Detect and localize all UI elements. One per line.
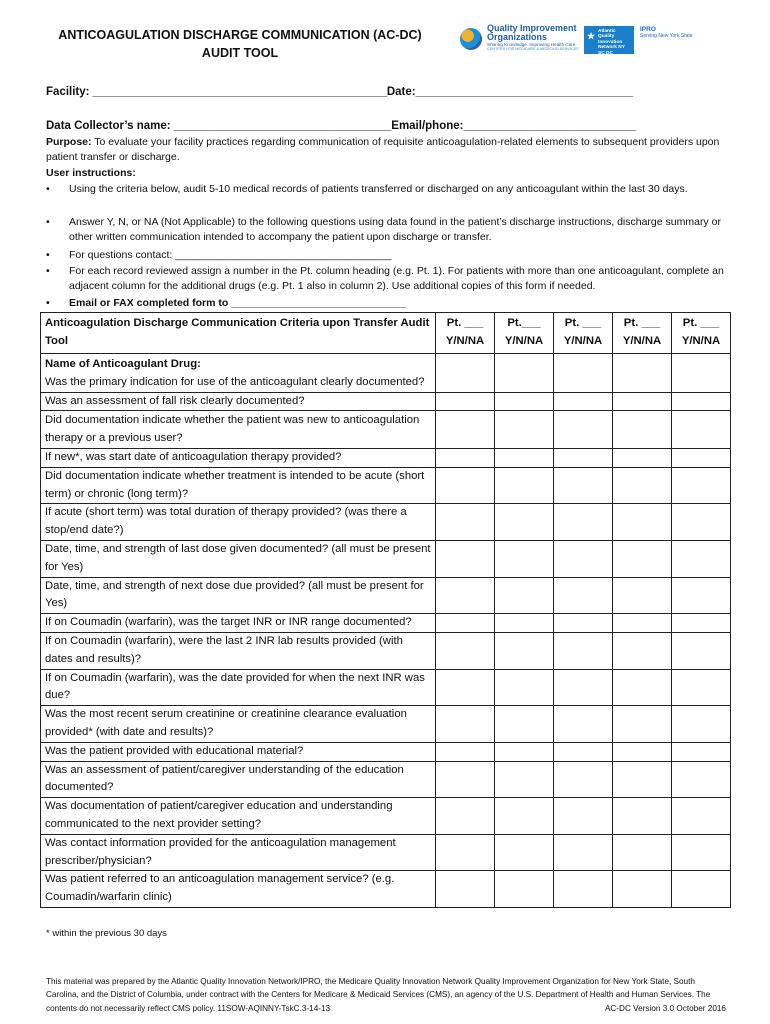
bullet-text: Using the criteria below, audit 5-10 medical records of patients transferred or discharged on any anticoagulant within the last 30 days. (69, 183, 688, 195)
table-row (41, 411, 731, 449)
instructions-label: User instructions: (46, 167, 136, 179)
collector-email-line[interactable]: Data Collector’s name: __________________________________Email/phone:___________________________ (46, 120, 637, 132)
table-row (41, 632, 731, 669)
answer-cell[interactable] (613, 834, 672, 871)
aqin-logo-text: Atlantic Quality Innovation Network NY SC DC (598, 29, 625, 56)
answer-cell[interactable] (672, 504, 731, 541)
answer-cell[interactable] (554, 669, 613, 706)
answer-cell[interactable] (554, 632, 613, 669)
table-row (41, 742, 731, 761)
answer-cell[interactable] (495, 871, 554, 908)
footnote: * within the previous 30 days (46, 928, 167, 939)
answer-cell[interactable] (672, 669, 731, 706)
table-row (41, 614, 731, 633)
bullet-text: For each record reviewed assign a number in the Pt. column heading (e.g. Pt. 1). For patients with more than one anticoagulant, complete an adjacent column for the additional drugs (e.g. Pt. 1 also in column 2). Use additional copies of this form if needed. (69, 265, 724, 293)
question-text: Date, time, and strength of last dose given documented? (all must be present for Yes) (41, 540, 436, 577)
question-text: Was an assessment of patient/caregiver understanding of the education documented? (41, 761, 436, 798)
answer-cell[interactable] (613, 614, 672, 633)
answer-cell[interactable] (436, 632, 495, 669)
answer-cell[interactable] (495, 669, 554, 706)
yn-label: Y/N/NA (504, 334, 544, 347)
answer-cell[interactable] (495, 448, 554, 467)
answer-cell[interactable] (613, 448, 672, 467)
table-header-row (41, 313, 731, 354)
answer-cell[interactable] (613, 411, 672, 449)
purpose-label: Purpose: (46, 136, 92, 148)
answer-cell[interactable] (554, 467, 613, 504)
answer-cell[interactable] (495, 706, 554, 743)
answer-cell[interactable] (554, 742, 613, 761)
title-line-2: AUDIT TOOL (201, 46, 279, 60)
pt-label: Pt.___ (507, 317, 541, 329)
answer-cell[interactable] (672, 614, 731, 633)
answer-cell[interactable] (436, 669, 495, 706)
answer-cell[interactable] (495, 614, 554, 633)
table-row (41, 504, 731, 541)
audit-table (40, 312, 731, 908)
answer-cell[interactable] (436, 706, 495, 743)
question-text: Did documentation indicate whether the patient was new to anticoagulation therapy or a previous user? (41, 411, 436, 449)
answer-cell[interactable] (672, 577, 731, 614)
answer-cell[interactable] (495, 392, 554, 411)
answer-cell[interactable] (495, 504, 554, 541)
answer-cell[interactable] (495, 540, 554, 577)
answer-cell[interactable] (554, 871, 613, 908)
bullet-icon: • (46, 297, 50, 309)
table-row (41, 354, 731, 393)
qio-logo-name: Quality Improvement Organizations (487, 23, 577, 42)
question-text: Was the primary indication for use of the anticoagulant clearly documented? (45, 375, 425, 388)
answer-cell[interactable] (672, 392, 731, 411)
answer-cell[interactable] (495, 354, 554, 393)
answer-cell[interactable] (554, 706, 613, 743)
answer-cell[interactable] (613, 354, 672, 393)
answer-cell[interactable] (672, 761, 731, 798)
answer-cell[interactable] (554, 834, 613, 871)
qio-logo-sub: CENTERS FOR MEDICARE & MEDICAID SERVICES (487, 47, 579, 51)
pt-label: Pt. ___ (564, 317, 602, 329)
answer-cell[interactable] (495, 411, 554, 449)
aqin-logo (584, 26, 634, 54)
ipro-logo (640, 26, 700, 54)
bullet-icon: • (46, 249, 50, 261)
answer-cell[interactable] (554, 354, 613, 393)
answer-cell[interactable] (613, 761, 672, 798)
table-row (41, 871, 731, 908)
pt-column-header[interactable] (495, 313, 554, 354)
answer-cell[interactable] (436, 392, 495, 411)
table-row (41, 392, 731, 411)
footer-disclaimer (46, 975, 726, 1015)
answer-cell[interactable] (554, 392, 613, 411)
question-text: If on Coumadin (warfarin), was the date provided for when the next INR was due? (41, 669, 436, 706)
answer-cell[interactable] (613, 669, 672, 706)
table-row (41, 798, 731, 835)
question-text: Was patient referred to an anticoagulation management service? (e.g. Coumadin/warfarin clinic) (41, 871, 436, 908)
table-row (41, 540, 731, 577)
ipro-logo-name: IPRO (640, 26, 656, 33)
answer-cell[interactable] (495, 742, 554, 761)
answer-cell[interactable] (672, 742, 731, 761)
yn-label: Y/N/NA (622, 334, 662, 347)
answer-cell[interactable] (672, 632, 731, 669)
qio-logo-tagline: Sharing Knowledge. Improving Health Care. (487, 42, 577, 47)
bullet-text: Email or FAX completed form to ______________________________ (69, 297, 407, 309)
answer-cell[interactable] (495, 632, 554, 669)
question-text: Was contact information provided for the anticoagulation management prescriber/physician? (41, 834, 436, 871)
question-text: Was the most recent serum creatinine or creatinine clearance evaluation provided* (with date and results)? (41, 706, 436, 743)
yn-label: Y/N/NA (681, 334, 721, 347)
answer-cell[interactable] (613, 504, 672, 541)
criteria-cell (41, 354, 436, 393)
question-text: Was documentation of patient/caregiver education and understanding communicated to the next provider setting? (41, 798, 436, 835)
table-row (41, 577, 731, 614)
answer-cell[interactable] (436, 411, 495, 449)
star-icon: ★ (587, 31, 596, 41)
answer-cell[interactable] (672, 354, 731, 393)
answer-cell[interactable] (672, 467, 731, 504)
answer-cell[interactable] (613, 392, 672, 411)
question-text: If on Coumadin (warfarin), were the last 2 INR lab results provided (with dates and results)? (41, 632, 436, 669)
bullet-text: For questions contact: _____________________________________ (69, 249, 392, 261)
footer-version: AC-DC Version 3.0 October 2016 (604, 1003, 726, 1013)
drug-label: Name of Anticoagulant Drug: (45, 358, 201, 370)
question-text: Date, time, and strength of next dose due provided? (all must be present for Yes) (41, 577, 436, 614)
question-text: Was the patient provided with educational material? (41, 742, 436, 761)
answer-cell[interactable] (436, 761, 495, 798)
answer-cell[interactable] (672, 411, 731, 449)
ipro-logo-sub: Serving New York State (640, 33, 693, 39)
criteria-header: Anticoagulation Discharge Communication Criteria upon Transfer Audit Tool (41, 313, 436, 354)
answer-cell[interactable] (436, 614, 495, 633)
answer-cell[interactable] (672, 540, 731, 577)
answer-cell[interactable] (554, 614, 613, 633)
bullet-icon: • (46, 216, 50, 228)
qio-logo (460, 24, 580, 56)
table-row (41, 834, 731, 871)
question-text: If new*, was start date of anticoagulation therapy provided? (41, 448, 436, 467)
question-text: Did documentation indicate whether treatment is intended to be acute (short term) or chronic (long term)? (41, 467, 436, 504)
answer-cell[interactable] (436, 354, 495, 393)
answer-cell[interactable] (613, 871, 672, 908)
answer-cell[interactable] (436, 742, 495, 761)
answer-cell[interactable] (554, 448, 613, 467)
answer-cell[interactable] (613, 577, 672, 614)
bullet-icon: • (46, 265, 50, 277)
facility-date-line[interactable]: Facility: ______________________________________________Date:__________________________________ (46, 86, 634, 98)
answer-cell[interactable] (554, 577, 613, 614)
yn-label: Y/N/NA (563, 334, 603, 347)
answer-cell[interactable] (495, 761, 554, 798)
question-text: Was an assessment of fall risk clearly documented? (41, 392, 436, 411)
answer-cell[interactable] (554, 540, 613, 577)
pt-column-header[interactable] (613, 313, 672, 354)
answer-cell[interactable] (436, 577, 495, 614)
answer-cell[interactable] (436, 871, 495, 908)
answer-cell[interactable] (613, 706, 672, 743)
qio-logo-icon (460, 28, 482, 50)
footer-text: This material was prepared by the Atlantic Quality Innovation Network/IPRO, the Medicare Quality Innovation Network Quality Improvement Organization for New York State, South Carolina, and the District of Columbia, under contract with the Centers for Medicare & Medicaid Services (CMS), an agency of the U.S. Department of Health and Human Services. The contents do not necessarily reflect CMS policy. 11SOW-AQINNY-TskC.3-14-13 (46, 977, 711, 1013)
answer-cell[interactable] (672, 448, 731, 467)
answer-cell[interactable] (554, 761, 613, 798)
answer-cell[interactable] (495, 834, 554, 871)
answer-cell[interactable] (554, 504, 613, 541)
bullet-icon: • (46, 183, 50, 195)
pt-label: Pt. ___ (682, 317, 720, 329)
answer-cell[interactable] (613, 742, 672, 761)
answer-cell[interactable] (554, 798, 613, 835)
answer-cell[interactable] (495, 467, 554, 504)
answer-cell[interactable] (672, 798, 731, 835)
answer-cell[interactable] (436, 467, 495, 504)
pt-column-header[interactable] (554, 313, 613, 354)
answer-cell[interactable] (495, 577, 554, 614)
answer-cell[interactable] (554, 411, 613, 449)
table-row (41, 761, 731, 798)
table-row (41, 706, 731, 743)
pt-label: Pt. ___ (446, 317, 484, 329)
answer-cell[interactable] (672, 871, 731, 908)
answer-cell[interactable] (672, 834, 731, 871)
answer-cell[interactable] (436, 448, 495, 467)
table-row (41, 669, 731, 706)
pt-column-header[interactable] (672, 313, 731, 354)
table-row (41, 467, 731, 504)
question-text: If on Coumadin (warfarin), was the target INR or INR range documented? (41, 614, 436, 633)
question-text: If acute (short term) was total duration of therapy provided? (was there a stop/end date?) (41, 504, 436, 541)
answer-cell[interactable] (613, 798, 672, 835)
answer-cell[interactable] (436, 834, 495, 871)
table-row (41, 448, 731, 467)
answer-cell[interactable] (495, 798, 554, 835)
document-title (40, 26, 440, 62)
pt-column-header[interactable] (436, 313, 495, 354)
answer-cell[interactable] (436, 798, 495, 835)
answer-cell[interactable] (613, 467, 672, 504)
bullet-text: Answer Y, N, or NA (Not Applicable) to the following questions using data found in the patient’s discharge instructions, discharge summary or other written communication intended to accompany the patient upon discharge or transfer. (69, 216, 721, 244)
answer-cell[interactable] (436, 504, 495, 541)
title-line-1: ANTICOAGULATION DISCHARGE COMMUNICATION (AC-DC) (58, 28, 422, 42)
answer-cell[interactable] (436, 540, 495, 577)
answer-cell[interactable] (613, 632, 672, 669)
yn-label: Y/N/NA (445, 334, 485, 347)
purpose-paragraph (46, 135, 726, 166)
answer-cell[interactable] (613, 540, 672, 577)
pt-label: Pt. ___ (623, 317, 661, 329)
purpose-text: To evaluate your facility practices regarding communication of requisite anticoagulation-related elements to subsequent providers upon patient transfer or discharge. (46, 136, 720, 164)
answer-cell[interactable] (672, 706, 731, 743)
